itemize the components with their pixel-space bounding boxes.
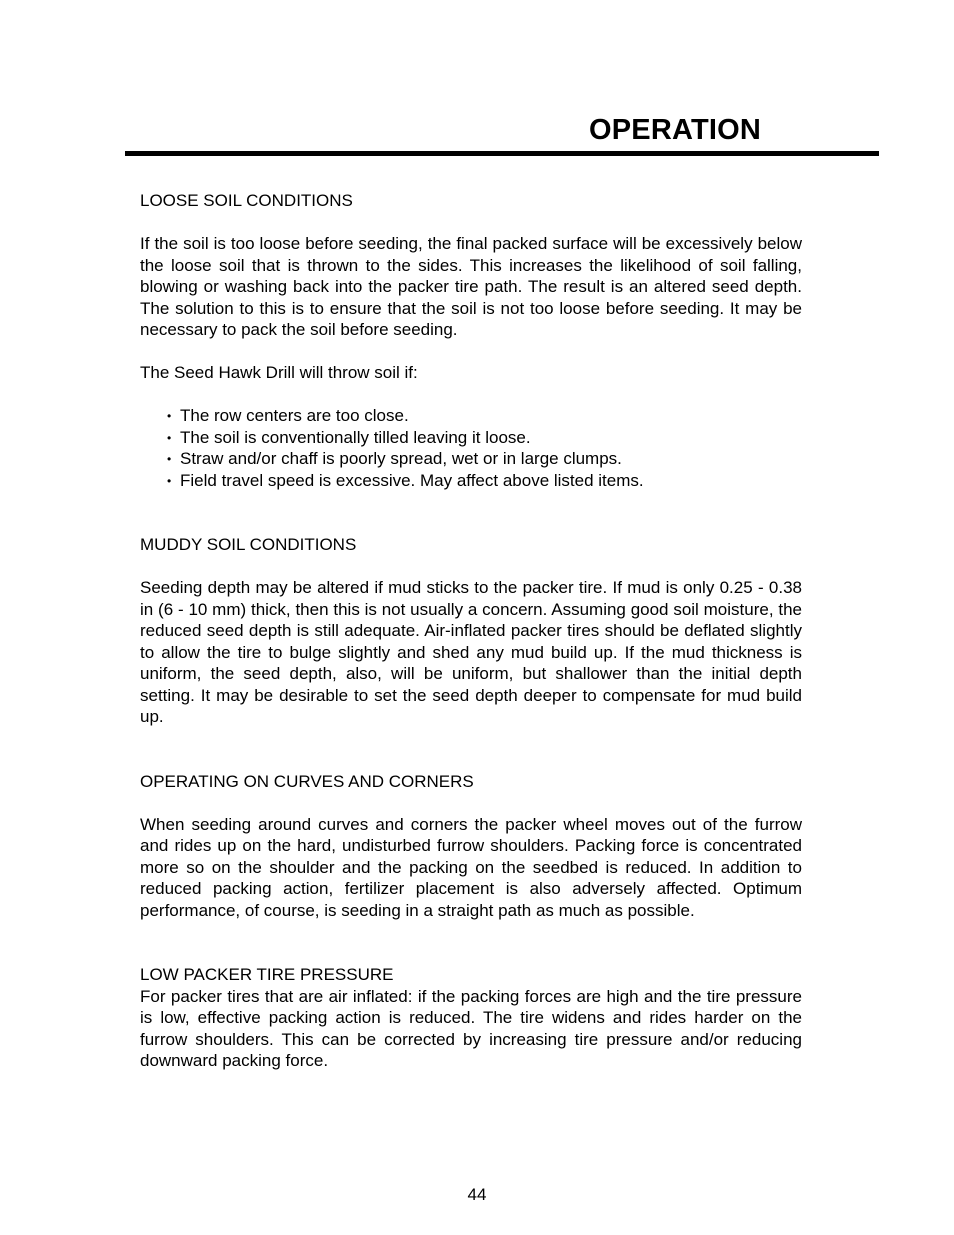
spacer [140,341,802,363]
list-item [140,448,802,470]
section-heading-curves-corners: OPERATING ON CURVES AND CORNERS [140,771,474,791]
list-item-text: The soil is conventionally tilled leaving it loose. [180,427,531,447]
list-item [140,427,802,449]
spacer [140,384,802,406]
page-title: OPERATION [589,114,762,146]
spacer [140,728,802,771]
paragraph-throw-soil-intro: The Seed Hawk Drill will throw soil if: [140,363,418,382]
list-item-text: Straw and/or chaff is poorly spread, wet or in large clumps. [180,449,622,468]
header-rule [125,151,879,156]
section-heading-loose-soil: LOOSE SOIL CONDITIONS [140,191,353,210]
list-item [140,470,802,492]
spacer [140,491,802,534]
section-heading-low-pressure: LOW PACKER TIRE PRESSURE [140,965,394,984]
section-heading-muddy-soil: MUDDY SOIL CONDITIONS [140,535,357,554]
bullet-icon: • [167,473,172,488]
bullet-icon: • [167,430,172,445]
list-item-text: Field travel speed is excessive. May affect above listed items. [180,470,644,490]
page-number: 44 [467,1185,487,1204]
bullet-icon: • [167,452,172,466]
paragraph-loose-soil: If the soil is too loose before seeding, the final packed surface will be excessively below the loose soil that is thrown to the sides. This increases the likelihood of soil falling, blowing or washing back into the packer tire path. The result is an altered seed depth. The solution to this is to ensure that the soil is not too loose before seeding. It may be necessary to pack the soil before seeding. [140,234,802,339]
list-item [140,405,802,427]
bullet-list [140,405,802,491]
spacer [140,792,802,814]
bullet-icon: • [167,409,172,423]
paragraph-muddy-soil: Seeding depth may be altered if mud sticks to the packer tire. If mud is only 0.25 - 0.38 in (6 - 10 mm) thick, then this is not usually a concern. Assuming good soil moisture, the reduced seed depth is still adequate. Air-inflated packer tires should be deflated slightly to allow the tire to bulge slightly and shed any mud build up. If the mud thickness is uniform, the seed depth, also, will be uniform, but shallower than the initial depth setting. It may be desirable to set the seed depth deeper to compensate for mud build up. [140,578,802,726]
spacer [140,921,802,964]
paragraph-curves-corners: When seeding around curves and corners the packer wheel moves out of the furrow and rides up on the hard, undisturbed furrow shoulders. Packing force is concentrated more so on the shoulder and the packing on the seedbed is reduced. In addition to reduced packing action, fertilizer placement is also adversely affected. Optimum performance, of course, is seeding in a straight path as much as possible. [140,814,802,920]
spacer [140,212,802,234]
paragraph-low-pressure: For packer tires that are air inflated: if the packing forces are high and the tire pressure is low, effective packing action is reduced. The tire widens and rides harder on the furrow shoulders. This can be corrected by increasing tire pressure and/or reducing downward packing force. [140,986,802,1070]
spacer [140,556,802,578]
page-content [140,190,802,1072]
list-item-text: The row centers are too close. [180,406,409,425]
